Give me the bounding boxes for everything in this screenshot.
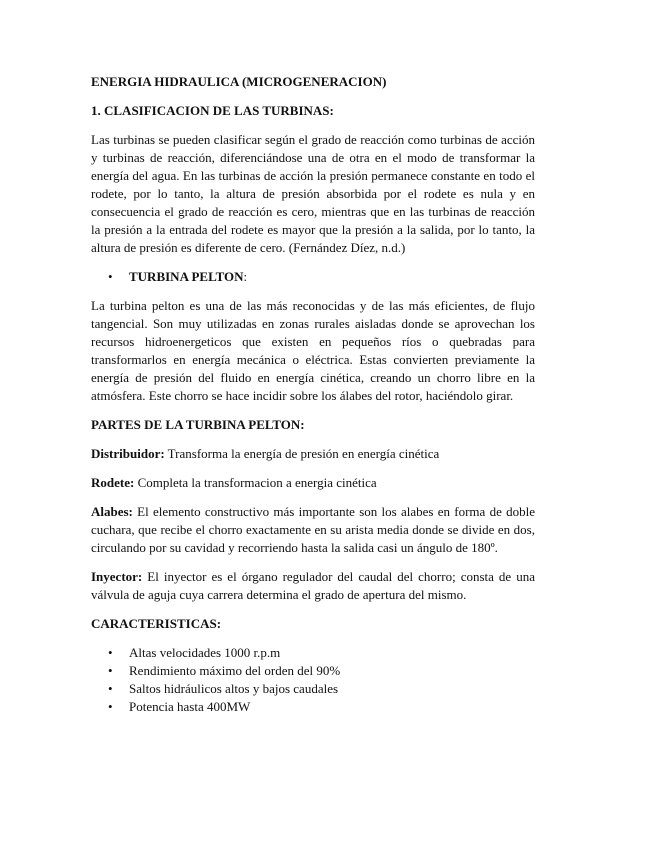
list-item xyxy=(91,698,535,716)
bullet-turbina-pelton xyxy=(91,268,535,286)
feature-text: Potencia hasta 400MW xyxy=(129,699,251,714)
part-term: Inyector: xyxy=(91,569,143,584)
bullet-label: TURBINA PELTON xyxy=(129,269,244,284)
list-item xyxy=(91,662,535,680)
bullet-icon: • xyxy=(108,663,113,678)
part-desc: El elemento constructivo más importante son los alabes en forma de doble cuchara, que recibe el chorro exactamente en su arista media donde se divide en dos, circulando por su cavidad y recorriendo hasta la salida casi un ángulo de 180º. xyxy=(91,504,535,555)
bullet-icon: • xyxy=(108,681,113,696)
part-term: Distribuidor: xyxy=(91,446,165,461)
part-desc: El inyector es el órgano regulador del caudal del chorro; consta de una válvula de aguja cuya carrera determina el grado de apertura del mismo. xyxy=(91,569,535,602)
part-inyector xyxy=(91,568,535,604)
section-heading-caracteristicas: CARACTERISTICAS: xyxy=(91,616,222,631)
part-distribuidor xyxy=(91,445,535,463)
section-heading-clasificacion: 1. CLASIFICACION DE LAS TURBINAS: xyxy=(91,103,334,118)
bullet-icon: • xyxy=(108,269,113,284)
document-page xyxy=(91,73,535,716)
bullet-icon: • xyxy=(108,645,113,660)
part-term: Alabes: xyxy=(91,504,133,519)
document-title: ENERGIA HIDRAULICA (MICROGENERACION) xyxy=(91,74,387,89)
part-term: Rodete: xyxy=(91,475,135,490)
bullet-suffix: : xyxy=(243,269,248,284)
feature-text: Altas velocidades 1000 r.p.m xyxy=(129,645,281,660)
list-item xyxy=(91,644,535,662)
section-heading-partes: PARTES DE LA TURBINA PELTON: xyxy=(91,417,305,432)
list-item xyxy=(91,680,535,698)
part-alabes xyxy=(91,503,535,557)
feature-text: Saltos hidráulicos altos y bajos caudales xyxy=(129,681,339,696)
part-rodete xyxy=(91,474,535,492)
paragraph-clasificacion: Las turbinas se pueden clasificar según el grado de reacción como turbinas de acción y turbinas de reacción, diferenciándose una de otra en el modo de transformar la energía del agua. En las turbinas de acción la presión permanece constante en todo el rodete, por lo tanto, la altura de presión absorbida por el rodete es nula y en consecuencia el grado de reacción es cero, mientras que en las turbinas de reacción la presión a la entrada del rodete es mayor que la presión a la salida, por lo tanto, la altura de presión es diferente de cero. (Fernández Díez, n.d.) xyxy=(91,132,535,255)
bullet-icon: • xyxy=(108,699,113,714)
feature-text: Rendimiento máximo del orden del 90% xyxy=(129,663,341,678)
part-desc: Transforma la energía de presión en energía cinética xyxy=(164,446,440,461)
paragraph-pelton: La turbina pelton es una de las más reconocidas y de las más eficientes, de flujo tangencial. Son muy utilizadas en zonas rurales aisladas donde se aprovechan los recursos hidroenergeticos que existen en pequeños ríos o quebradas para transformarlos en energía mecánica o eléctrica. Estas convierten previamente la energía de presión del fluido en energía cinética, creando un chorro libre en la atmósfera. Este chorro se hace incidir sobre los álabes del rotor, haciéndolo girar. xyxy=(91,298,535,403)
part-desc: Completa la transformacion a energia cinética xyxy=(134,475,377,490)
features-list xyxy=(91,644,535,716)
